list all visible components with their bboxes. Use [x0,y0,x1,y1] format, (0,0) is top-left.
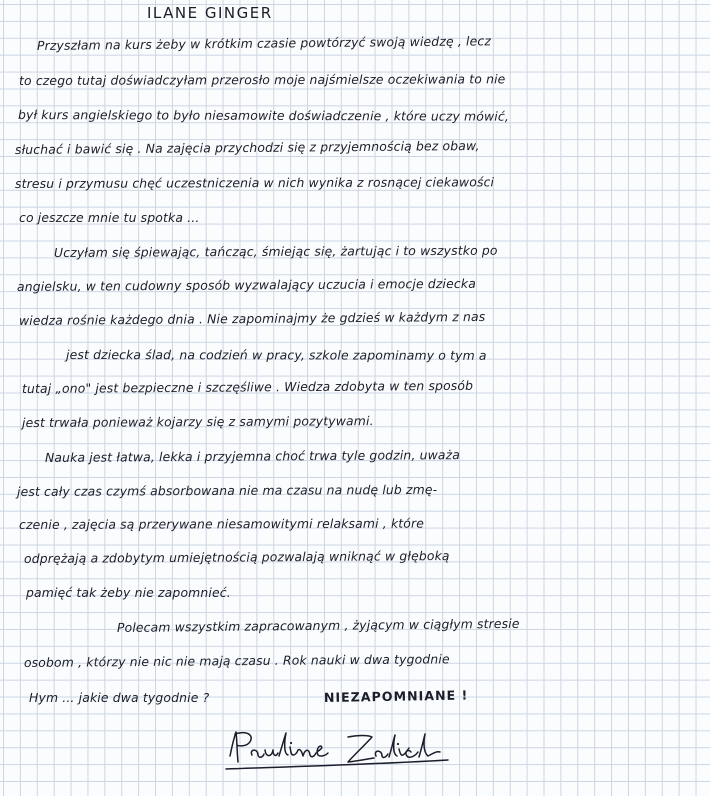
letter-line-5: stresu i przymusu chęć uczestniczenia w nich wynika z rosnącej ciekawości [14,174,495,191]
letter-line-19: osobom , którzy nie nic nie mają czasu . Rok nauki w dwa tygodnie [23,651,450,670]
letter-line-20: Hym ... jakie dwa tygodnie ? [29,690,210,705]
letter-line-15: czenie , zajęcia są przerywane niesamowitymi relaksami , które [18,515,425,532]
closing-emphasis: NIEZAPOMNIANE ! [323,687,469,705]
letter-line-12: jest trwała ponieważ kojarzy się z samymi pozytywami. [21,413,374,430]
handwritten-signature [222,728,457,776]
letter-line-17: pamięć tak żeby nie zapomnieć. [26,585,231,600]
letter-line-11: tutaj „ono" jest bezpieczne i szczęśliwe . Wiedza zdobyta w ten sposób [21,377,474,396]
letter-line-8: angielsku, w ten cudowny sposób wyzwalający uczucia i emocje dziecka [16,275,476,294]
letter-line-3: był kurs angielskiego to było niesamowite doświadczenie , które uczy mówić, [18,107,509,124]
letter-line-2: to czego tutaj doświadczyłam przerosło moje najśmielsze oczekiwania to nie [18,71,506,88]
letter-line-16: odprężają a zdobytym umiejętnością pozwalają wniknąć w głęboką [23,548,450,566]
letter-line-14: jest cały czas czymś absorbowana nie ma czasu na nudę lub zmę- [16,481,438,499]
letter-title: ILANE GINGER [147,4,273,22]
letter-line-10: jest dziecka ślad, na codzień w pracy, szkole zapominamy o tym a [66,347,487,363]
letter-line-18: Polecam wszystkim zapracowanym , żyjącym w ciągłym stresie [116,615,520,635]
letter-line-6: co jeszcze mnie tu spotka ... [19,210,200,225]
letter-line-13: Nauka jest łatwa, lekka i przyjemna choć trwa tyle godzin, uważa [44,447,461,465]
letter-line-1: Przyszłam na kurs żeby w krótkim czasie powtórzyć swoją wiedzę , lecz [36,33,492,53]
letter-line-7: Uczyłam się śpiewając, tańcząc, śmiejąc się, żartując i to wszystko po [53,242,498,260]
letter-line-4: słuchać i bawić się . Na zajęcia przychodzi się z przyjemnością bez obaw, [14,137,480,157]
letter-line-9: wiedza rośnie każdego dnia . Nie zapominajmy że gdzieś w każdym z nas [18,308,486,328]
